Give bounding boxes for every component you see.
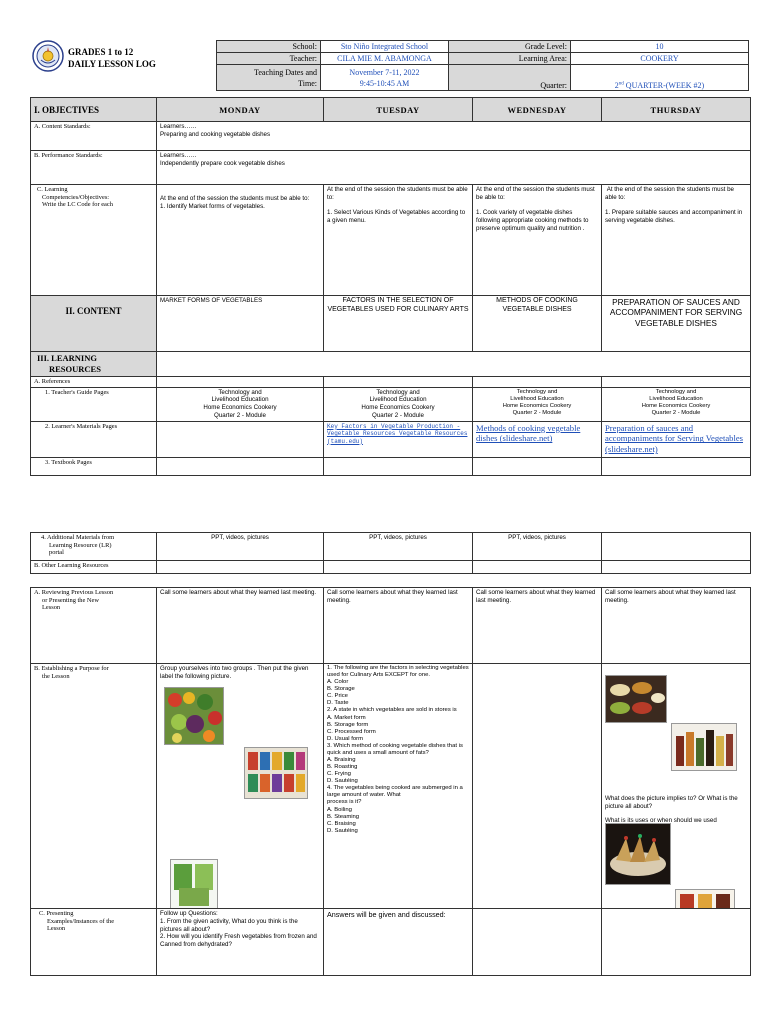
quarter-label: Quarter: bbox=[449, 65, 571, 91]
purpose-wednesday bbox=[473, 664, 602, 909]
quiz-line: B. Roasting bbox=[327, 764, 358, 771]
tg-wed-line3: Home Economics Cookery bbox=[502, 403, 572, 410]
dates-label-line2: Time: bbox=[298, 78, 317, 88]
learning-resources-heading bbox=[31, 352, 157, 377]
tg-wed-line1: Technology and bbox=[516, 388, 558, 395]
teaching-dates: November 7-11, 2022 bbox=[349, 67, 420, 77]
performance-standards-line2: Independently prepare cook vegetable dishes bbox=[160, 159, 285, 167]
competencies-label-line1: C. Learning bbox=[37, 186, 68, 193]
school-label: School: bbox=[217, 41, 321, 53]
reviewing-label-line3: Lesson bbox=[42, 604, 61, 612]
textbook-mon bbox=[157, 457, 324, 475]
textbook-tue bbox=[324, 457, 473, 475]
purpose-thursday-question2: What is its uses or when should we used bbox=[605, 816, 717, 824]
presenting-tuesday: Answers will be given and discussed: bbox=[324, 909, 473, 976]
competency-monday: At the end of the session the students must be able to: 1. Identify Market forms of vegetables. bbox=[157, 185, 324, 296]
other-resources-label: B. Other Learning Resources bbox=[31, 561, 157, 574]
doc-title-line2: DAILY LESSON LOG bbox=[68, 59, 156, 69]
teachers-guide-tuesday bbox=[324, 387, 473, 421]
quiz-line: C. Braising bbox=[327, 820, 356, 827]
tg-tue-line4: Quarter 2 - Module bbox=[372, 411, 424, 419]
competency-thursday: At the end of the session the students must be able to: 1. Prepare suitable sauces and accompaniment in serving vegetable dishes. bbox=[602, 185, 751, 296]
quiz-line: 4. The vegetables being cooked are submerged in a large amount of water. What bbox=[327, 785, 463, 799]
day-wednesday: WEDNESDAY bbox=[473, 98, 602, 122]
appetizer-plate-picture bbox=[605, 823, 671, 885]
tg-mon-line4: Quarter 2 - Module bbox=[214, 411, 266, 419]
references-tue bbox=[324, 377, 473, 388]
tg-tue-line1: Technology and bbox=[376, 388, 420, 396]
purpose-monday-text: Group yourselves into two groups . Then put the given label the following picture. bbox=[160, 665, 309, 680]
content-standards-value bbox=[157, 122, 751, 151]
additional-materials-wednesday: PPT, videos, pictures bbox=[473, 533, 602, 561]
presenting-label bbox=[31, 909, 157, 976]
presenting-label-line1: C. Presenting bbox=[39, 910, 74, 917]
quiz-line: B. Storage form bbox=[327, 721, 369, 728]
reviewing-label bbox=[31, 588, 157, 664]
presenting-thursday bbox=[602, 909, 751, 976]
reviewing-monday: Call some learners about what they learned last meeting. bbox=[157, 588, 324, 664]
quiz-line: D. Usual form bbox=[327, 735, 364, 742]
sauce-jars-picture bbox=[675, 889, 735, 909]
additional-materials-thursday bbox=[602, 533, 751, 561]
performance-standards-label: B. Performance Standards: bbox=[31, 151, 157, 185]
quiz-line: A. Color bbox=[327, 679, 349, 686]
quiz-line: D. Sautéing bbox=[327, 827, 358, 834]
tg-tue-line2: Livelihood Education bbox=[369, 396, 427, 404]
reviewing-thursday: Call some learners about what they learned last meeting. bbox=[602, 588, 751, 664]
lesson-plan-table-part3 bbox=[30, 587, 751, 976]
fresh-vegetables-picture bbox=[164, 687, 224, 745]
quiz-line: A. Boiling bbox=[327, 806, 352, 813]
quiz-line: 3. Which method of cooking vegetable dishes that is quick and uses a small amount of fats? bbox=[327, 742, 463, 756]
frozen-vegetables-picture bbox=[170, 859, 218, 909]
grade-value: 10 bbox=[571, 41, 749, 53]
presenting-label-line3: Lesson bbox=[47, 925, 66, 933]
quiz-line: D. Sautéing bbox=[327, 778, 358, 785]
learners-materials-monday bbox=[157, 421, 324, 457]
learners-materials-wednesday-link[interactable]: Methods of cooking vegetable dishes (slideshare.net) bbox=[473, 421, 602, 457]
purpose-tuesday-quiz bbox=[324, 664, 473, 909]
textbook-wed bbox=[473, 457, 602, 475]
dates-label-line1: Teaching Dates and bbox=[254, 67, 317, 77]
other-tue bbox=[324, 561, 473, 574]
canned-vegetables-picture bbox=[244, 747, 308, 799]
purpose-label-line1: B. Establishing a Purpose for bbox=[34, 665, 109, 672]
competencies-label-line2: Competencies/Objectives: bbox=[42, 193, 110, 201]
content-standards-line2: Preparing and cooking vegetable dishes bbox=[160, 130, 271, 138]
purpose-thursday-question1: What does the picture implies to? Or What is the picture all about? bbox=[605, 795, 738, 810]
other-wed bbox=[473, 561, 602, 574]
learners-materials-tuesday-link[interactable]: Key Factors in Vegetable Production - Vegetable Resources Vegetable Resources (tamu.edu) bbox=[324, 421, 473, 457]
teachers-guide-label: 1. Teacher's Guide Pages bbox=[31, 387, 157, 421]
purpose-monday bbox=[157, 664, 324, 909]
teachers-guide-monday bbox=[157, 387, 324, 421]
presenting-monday bbox=[157, 909, 324, 976]
lesson-plan-table-part2 bbox=[30, 532, 751, 574]
quiz-line: C. Price bbox=[327, 693, 348, 700]
competencies-label-line3: Write the LC Code for each bbox=[42, 201, 113, 209]
sauce-bowls-picture bbox=[605, 675, 667, 723]
textbook-thu bbox=[602, 457, 751, 475]
performance-standards-line1: Learners…… bbox=[160, 152, 197, 159]
content-wednesday: METHODS OF COOKING VEGETABLE DISHES bbox=[473, 296, 602, 352]
day-tuesday: TUESDAY bbox=[324, 98, 473, 122]
sauces-pictures-grid bbox=[605, 675, 747, 791]
quiz-line: C. Frying bbox=[327, 771, 351, 778]
content-standards-line1: Learners…… bbox=[160, 123, 197, 130]
learning-area-label: Learning Area: bbox=[449, 53, 571, 65]
tg-thu-line1: Technology and bbox=[655, 388, 697, 395]
reviewing-tuesday: Call some learners about what they learned last meeting. bbox=[324, 588, 473, 664]
quiz-line: B. Storage bbox=[327, 686, 355, 693]
quiz-line: 2. A state in which vegetables are sold in stores is bbox=[327, 707, 457, 714]
quiz-line: B. Steaming bbox=[327, 813, 360, 820]
learning-area-value: COOKERY bbox=[571, 53, 749, 65]
purpose-label-line2: the Lesson bbox=[42, 672, 70, 680]
quarter-value bbox=[571, 65, 749, 91]
other-mon bbox=[157, 561, 324, 574]
additional-materials-line1: 4. Additional Materials from bbox=[41, 534, 115, 541]
learners-materials-label: 2. Learner's Materials Pages bbox=[31, 421, 157, 457]
school-value: Sto Niño Integrated School bbox=[321, 41, 449, 53]
grade-label: Grade Level: bbox=[449, 41, 571, 53]
content-tuesday: FACTORS IN THE SELECTION OF VEGETABLES USED FOR CULINARY ARTS bbox=[324, 296, 473, 352]
quarter-number: 2 bbox=[614, 81, 619, 90]
competencies-label bbox=[31, 185, 157, 296]
vegetable-pictures-grid bbox=[160, 687, 320, 802]
content-thursday: PREPARATION OF SAUCES AND ACCOMPANIMENT FOR SERVING VEGETABLE DISHES bbox=[602, 296, 751, 352]
quiz-line: D. Taste bbox=[327, 700, 349, 707]
content-heading: II. CONTENT bbox=[31, 296, 157, 352]
competency-tuesday: At the end of the session the students must be able to: 1. Select Various Kinds of Vegetables according to a given menu. bbox=[324, 185, 473, 296]
quiz-line: A. Market form bbox=[327, 714, 366, 721]
other-thu bbox=[602, 561, 751, 574]
additional-materials-label bbox=[31, 533, 157, 561]
dates-label bbox=[217, 65, 321, 91]
presenting-label-line2: Examples/Instances of the bbox=[47, 917, 115, 925]
purpose-thursday bbox=[602, 664, 751, 909]
quarter-text: QUARTER-(WEEK #2) bbox=[623, 81, 705, 90]
learning-resources-title-2: RESOURCES bbox=[49, 364, 101, 374]
header-info-table bbox=[216, 40, 749, 91]
references-label: A. References bbox=[31, 377, 157, 388]
reviewing-label-line2: or Presenting the New bbox=[42, 596, 99, 604]
tg-tue-line3: Home Economics Cookery bbox=[361, 404, 435, 412]
reviewing-label-line1: A. Reviewing Previous Lesson bbox=[34, 589, 114, 596]
day-thursday: THURSDAY bbox=[602, 98, 751, 122]
references-thu bbox=[602, 377, 751, 388]
tg-thu-line2: Livelihood Education bbox=[649, 395, 703, 402]
tg-wed-line4: Quarter 2 - Module bbox=[512, 410, 562, 417]
follow-up-question1: 1. From the given activity, What do you think is the pictures all about? bbox=[160, 917, 298, 933]
references-mon bbox=[157, 377, 324, 388]
quiz-line: process is it? bbox=[327, 799, 362, 806]
learning-resources-blank bbox=[157, 352, 751, 377]
references-wed bbox=[473, 377, 602, 388]
content-standards-label: A. Content Standards: bbox=[31, 122, 157, 151]
teaching-time: 9:45-10:45 AM bbox=[359, 78, 410, 88]
tg-wed-line2: Livelihood Education bbox=[510, 395, 564, 402]
presenting-wednesday bbox=[473, 909, 602, 976]
quiz-line: 1. The following are the factors in selecting vegetables used for Culinary Arts EXCEPT for one. bbox=[327, 665, 469, 679]
teachers-guide-wednesday bbox=[473, 387, 602, 421]
tg-mon-line1: Technology and bbox=[218, 388, 262, 396]
content-monday: MARKET FORMS OF VEGETABLES bbox=[157, 296, 324, 352]
quarter-sup: nd bbox=[618, 81, 624, 87]
purpose-label bbox=[31, 664, 157, 909]
tg-thu-line4: Quarter 2 - Module bbox=[651, 410, 701, 417]
tg-mon-line3: Home Economics Cookery bbox=[203, 404, 277, 412]
follow-up-question2: 2. How will you identify Fresh vegetables from frozen and Canned from dehydrated? bbox=[160, 933, 317, 948]
additional-materials-line2: Learning Resource (LR) bbox=[49, 541, 112, 549]
performance-standards-value bbox=[157, 151, 751, 185]
doc-title-line1: GRADES 1 to 12 bbox=[68, 47, 134, 57]
additional-materials-line3: portal bbox=[49, 549, 64, 557]
teacher-label: Teacher: bbox=[217, 53, 321, 65]
additional-materials-monday: PPT, videos, pictures bbox=[157, 533, 324, 561]
deped-seal-logo bbox=[32, 40, 64, 72]
additional-materials-tuesday: PPT, videos, pictures bbox=[324, 533, 473, 561]
teacher-value: CILA MIE M. ABAMONGA bbox=[321, 53, 449, 65]
tg-thu-line3: Home Economics Cookery bbox=[641, 403, 711, 410]
teachers-guide-thursday bbox=[602, 387, 751, 421]
dates-value bbox=[321, 65, 449, 91]
tg-mon-line2: Livelihood Education bbox=[211, 396, 269, 404]
quiz-line: A. Braising bbox=[327, 757, 356, 764]
competency-wednesday: At the end of the session the students must be able to: 1. Cook variety of vegetable dishes following appropriate cooking methods to preserve optimum quality and nutrition . bbox=[473, 185, 602, 296]
learning-resources-title-1: III. LEARNING bbox=[37, 353, 97, 363]
lesson-plan-table-part1 bbox=[30, 97, 751, 476]
objectives-heading: I. OBJECTIVES bbox=[31, 98, 157, 122]
learners-materials-thursday-link[interactable]: Preparation of sauces and accompaniments for Serving Vegetables (slideshare.net) bbox=[602, 421, 751, 457]
day-monday: MONDAY bbox=[157, 98, 324, 122]
sauce-bottles-picture bbox=[671, 723, 737, 771]
follow-up-heading: Follow up Questions: bbox=[160, 910, 218, 917]
quiz-line: C. Processed form bbox=[327, 728, 376, 735]
reviewing-wednesday: Call some learners about what they learned last meeting. bbox=[473, 588, 602, 664]
textbook-pages-label: 3. Textbook Pages bbox=[31, 457, 157, 475]
